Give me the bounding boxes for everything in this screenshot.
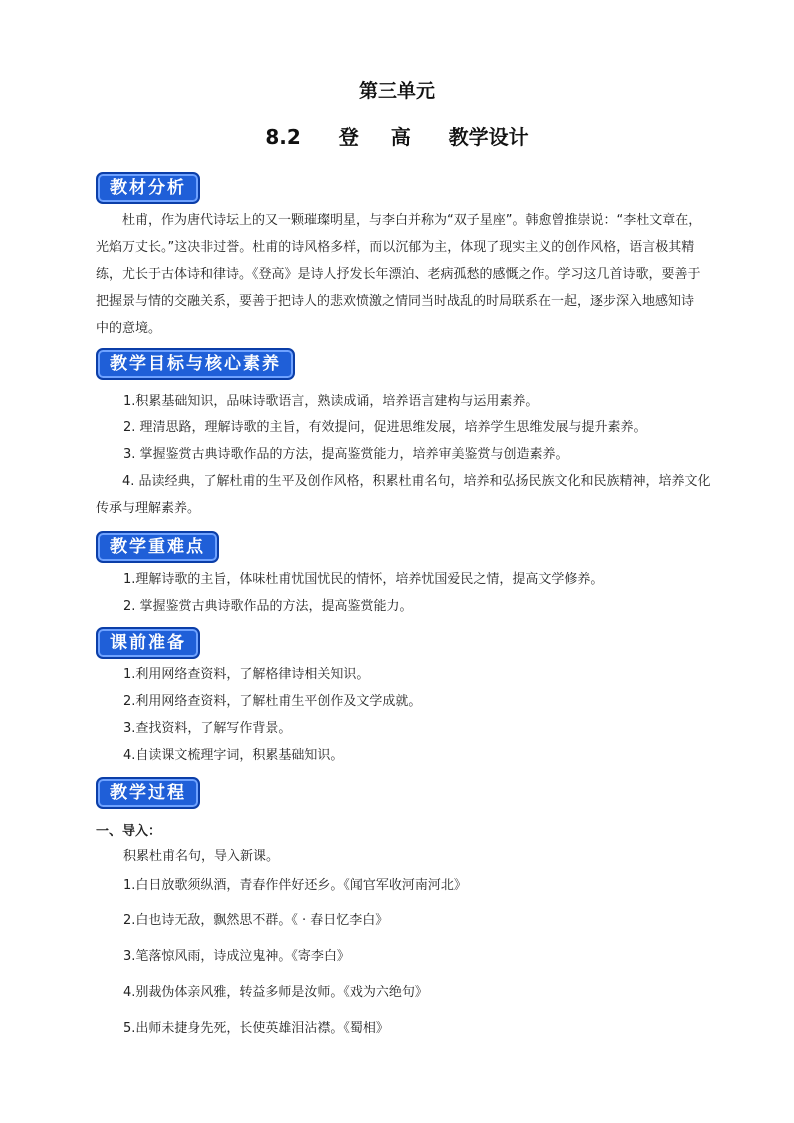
section-heading-analysis: 教材分析 [96, 172, 200, 204]
prep-item: 4.自读课文梳理字词，积累基础知识。 [123, 748, 344, 763]
unit-title: 第三单元 [358, 80, 435, 102]
goal-item: 3. 掌握鉴赏古典诗歌作品的方法，提高鉴赏能力，培养审美鉴赏与创造素养。 [123, 447, 569, 462]
quote-item: 3.笔落惊风雨，诗成泣鬼神。《寄李白》 [123, 949, 350, 964]
lesson-title-char-2: 高 [390, 125, 411, 149]
difficulty-item: 2. 掌握鉴赏古典诗歌作品的方法，提高鉴赏能力。 [123, 599, 413, 614]
analysis-text: 杜甫，作为唐代诗坛上的又一颗璀璨明星，与李白并称为“双子星座”。韩愈曾推崇说：“李杜文章在，光焰万丈长。”这决非过誉。杜甫的诗风格多样，而以沉郁为主，体现了现实主义的创作风格，语言极其精练，尤长于古体诗和律诗。《登高》是诗人抒发长年漂泊、老病孤愁的感慨之作。学习这几首诗歌，要善于把握景与情的交融关系，要善于把诗人的悲欢愤激之情同当时战乱的时局联系在一起，逐步深入地感知诗中的意境。 [96, 213, 702, 336]
prep-item: 1.利用网络查资料，了解格律诗相关知识。 [123, 667, 370, 682]
process-intro: 积累杜甫名句，导入新课。 [123, 849, 280, 864]
analysis-paragraph [96, 207, 706, 342]
goal-item: 4. 品读经典，了解杜甫的生平及创作风格，积累杜甫名句，培养和弘扬民族文化和民族精神，培养文化传承与理解素养。 [96, 474, 711, 516]
goal-item: 1.积累基础知识，品味诗歌语言，熟读成诵，培养语言建构与运用素养。 [123, 394, 539, 409]
prep-item: 3.查找资料，了解写作背景。 [123, 721, 292, 736]
lesson-title-suffix: 教学设计 [448, 125, 529, 149]
quote-item: 5.出师未捷身先死，长使英雄泪沾襟。《蜀相》 [123, 1021, 389, 1036]
quote-item: 2.白也诗无敌，飘然思不群。《 · 春日忆李白》 [123, 913, 389, 928]
goal-item-multiline [96, 468, 716, 522]
prep-item: 2.利用网络查资料，了解杜甫生平创作及文学成就。 [123, 694, 422, 709]
difficulty-item: 1.理解诗歌的主旨，体味杜甫忧国忧民的情怀，培养忧国爱民之情，提高文学修养。 [123, 572, 604, 587]
quote-item: 4.别裁伪体亲风雅，转益多师是汝师。《戏为六绝句》 [123, 985, 428, 1000]
goal-item: 2. 理清思路，理解诗歌的主旨，有效提问，促进思维发展，培养学生思维发展与提升素养。 [123, 420, 647, 435]
section-heading-difficulty: 教学重难点 [96, 531, 219, 563]
section-heading-prep: 课前准备 [96, 627, 200, 659]
lesson-title-char-1: 登 [338, 125, 359, 149]
quote-item: 1.白日放歌须纵酒，青春作伴好还乡。《闻官军收河南河北》 [123, 878, 467, 893]
section-heading-process: 教学过程 [96, 777, 200, 809]
lesson-title [0, 121, 794, 150]
lesson-number: 8.2 [265, 125, 301, 149]
process-step-title: 一、导入： [96, 824, 162, 839]
section-heading-goals: 教学目标与核心素养 [96, 348, 295, 380]
